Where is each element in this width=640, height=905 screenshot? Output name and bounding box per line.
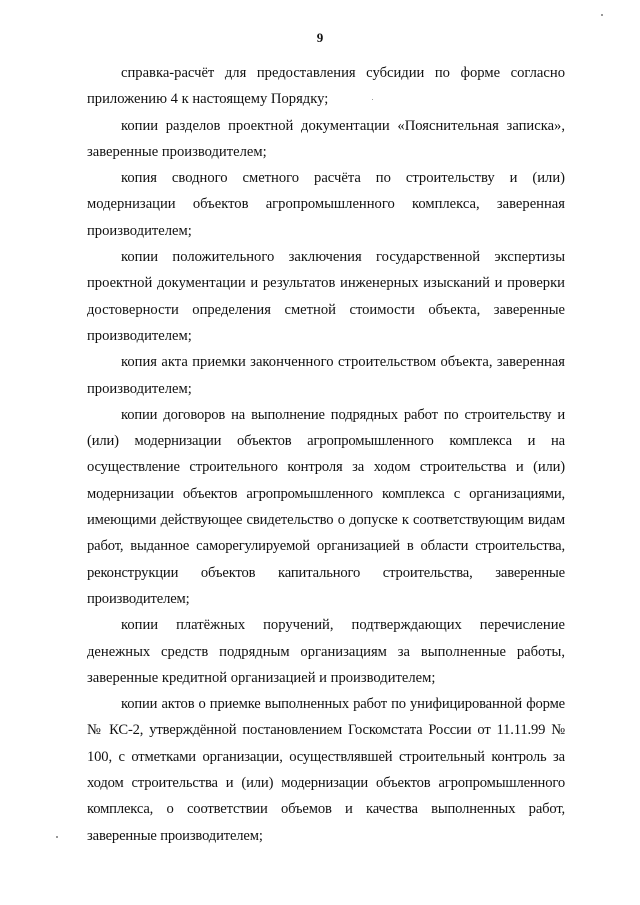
document-body [87,60,565,849]
paragraph-ks2-acts: копии актов о приемке выполненных работ по унифицированной форме № КС-2, утверждённой постановлением Госкомстата России от 11.11.99 № 100, с отметками организации, осуществлявшей строительный контроль за ходом строительства и (или) модернизации объектов агропромышленного комплекса, о соответствии объемов и качества выполненных работ, заверенные производителем; [87,696,565,844]
paragraph-cost-estimate: копия сводного сметного расчёта по строительству и (или) модернизации объектов агропромышленного комплекса, заверенная производителем; [87,170,565,239]
scan-speck [601,14,603,16]
paragraph-contracts: копии договоров на выполнение подрядных работ по строительству и (или) модернизации объектов агропромышленного комплекса и на осуществление строительного контроля за ходом строительства и (или) модернизации объектов агропромышленного комплекса с организациями, имеющими действующее свидетельство о допуске к соответствующим видам работ, выданное саморегулируемой организацией в области строительства, реконструкции объектов капитального строительства, заверенные производителем; [87,406,565,607]
scan-speck [372,99,373,100]
paragraph-acceptance-act: копия акта приемки законченного строительством объекта, заверенная производителем; [87,354,565,397]
paragraph-payment-orders: копии платёжных поручений, подтверждающих перечисление денежных средств подрядным организациям за выполненные работы, заверенные кредитной организацией и производителем; [87,617,565,686]
scan-speck [56,836,58,838]
paragraph-project-documentation: копии разделов проектной документации «Пояснительная записка», заверенные производителем; [87,117,565,160]
paragraph-subsidy-calculation: справка-расчёт для предоставления субсидии по форме согласно приложению 4 к настоящему Порядку; [87,65,565,108]
page-number: 9 [316,30,324,45]
paragraph-expert-conclusion: копии положительного заключения государственной экспертизы проектной документации и результатов инженерных изысканий и проверки достоверности определения сметной стоимости объекта, заверенные производителем; [87,249,565,344]
